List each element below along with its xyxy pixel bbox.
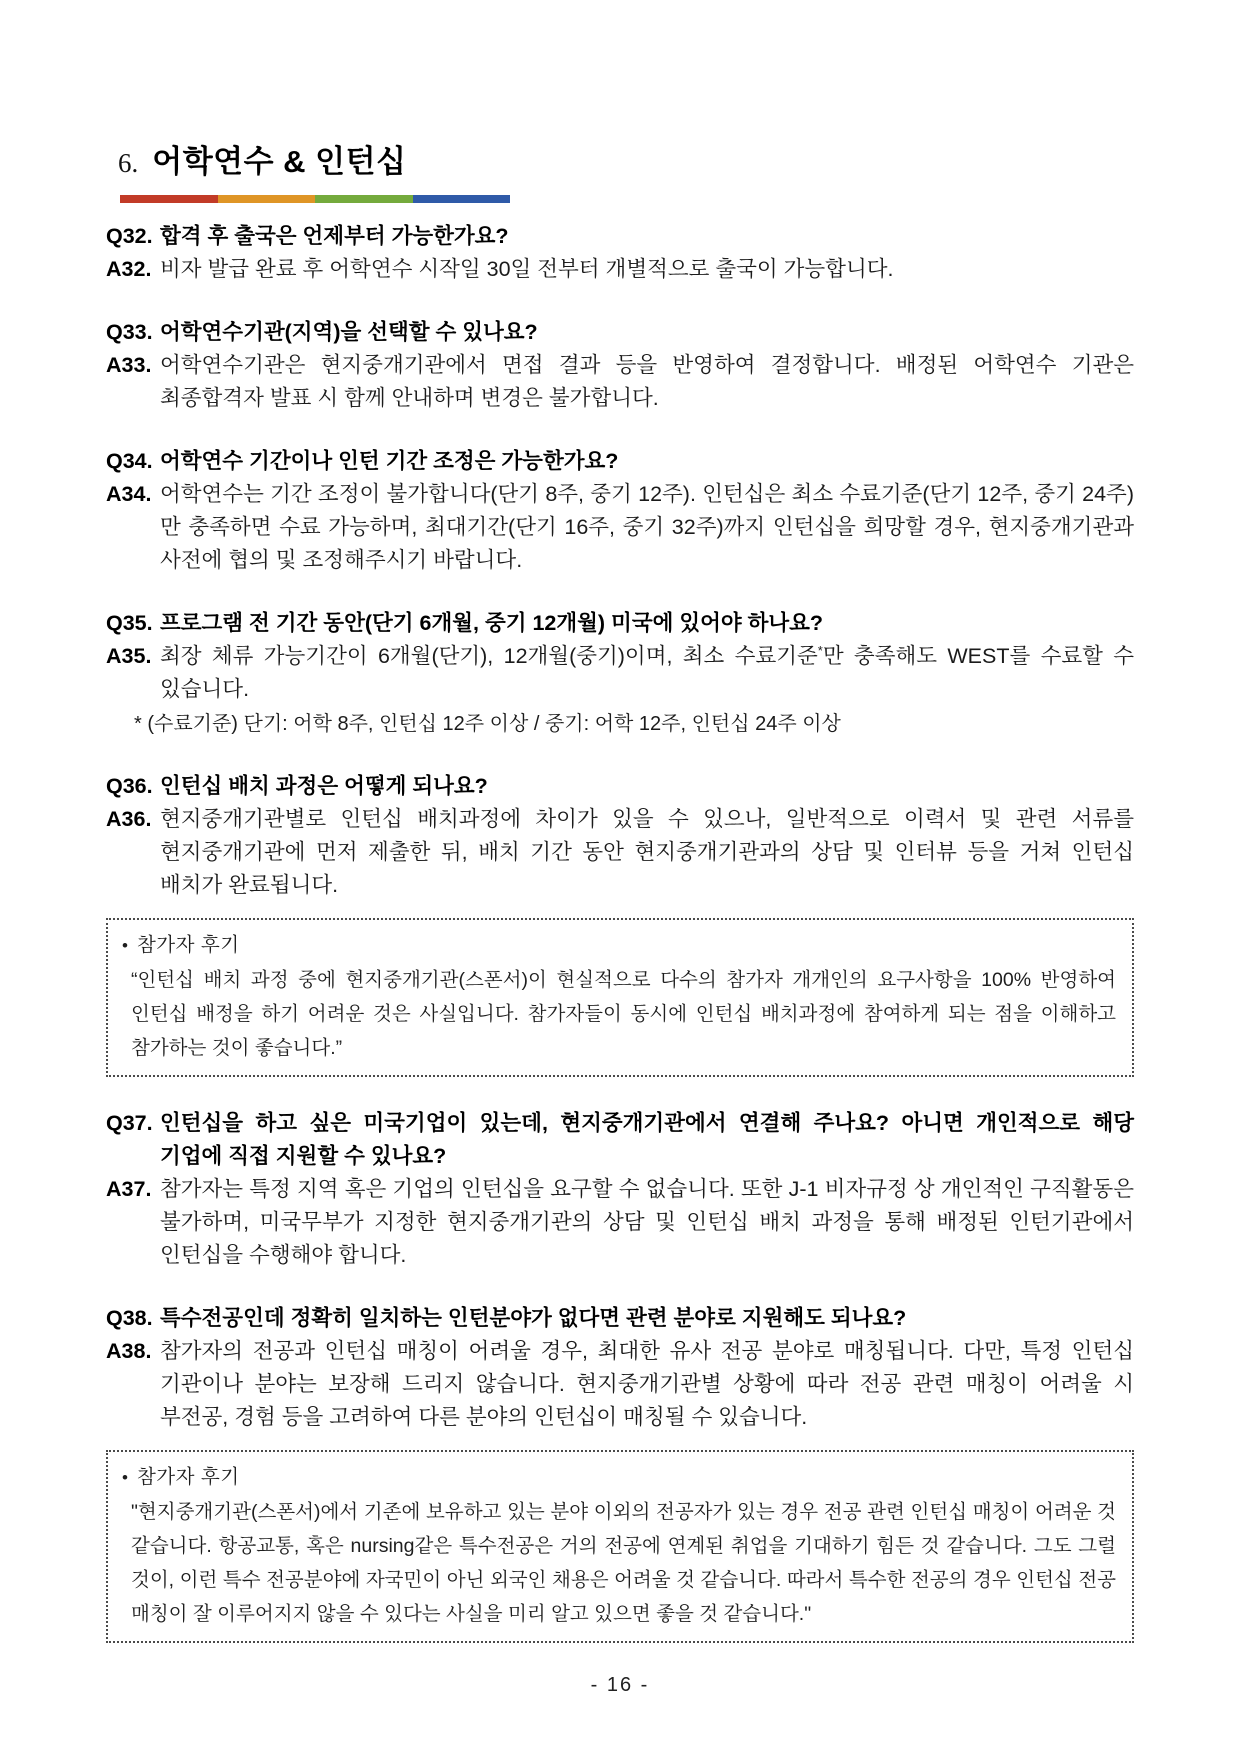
faq-item-q36 — [106, 770, 1134, 1077]
answer-label: A35. — [106, 644, 152, 668]
question-row — [106, 1107, 1134, 1173]
question-label: Q38. — [106, 1306, 153, 1330]
review-quote: "현지중개기관(스폰서)에서 기존에 보유하고 있는 분야 이외의 전공자가 있는 경우 전공 관련 인턴십 매칭이 어려운 것 같습니다. 항공교통, 혹은 nursing같은 특수전공은 거의 전공에 연계된 취업을 기대하기 힘든 것 같습니다. 그도 그럴 것이, 이런 특수 전공분야에 자국민이 아닌 외국인 채용은 어려울 것 같습니다. 따라서 특수한 전공의 경우 인턴십 전공 매칭이 잘 이루어지지 않을 수 있다는 사실을 미리 알고 있으면 좋을 것 같습니다." — [131, 1501, 1116, 1625]
answer-row — [106, 349, 1134, 415]
question-text: 특수전공인데 정확히 일치하는 인턴분야가 없다면 관련 분야로 지원해도 되나요? — [160, 1306, 907, 1330]
answer-text-pre: 최장 체류 가능기간이 6개월(단기), 12개월(중기)이며, 최소 수료기준 — [160, 644, 818, 668]
footnote-completion-criteria: * (수료기준) 단기: 어학 8주, 인턴십 12주 이상 / 중기: 어학 12주, 인턴십 24주 이상 — [134, 713, 841, 735]
answer-text: 참가자의 전공과 인턴십 매칭이 어려울 경우, 최대한 유사 전공 분야로 매칭됩니다. 다만, 특정 인턴십 기관이나 분야는 보장해 드리지 않습니다. 현지중개기관별 상황에 따라 전공 관련 매칭이 어려울 시 부전공, 경험 등을 고려하여 다른 분야의 인턴십이 매칭될 수 있습니다. — [160, 1339, 1134, 1429]
answer-text: 어학연수기관은 현지중개기관에서 면접 결과 등을 반영하여 결정합니다. 배정된 어학연수 기관은 최종합격자 발표 시 함께 안내하며 변경은 불가합니다. — [160, 353, 1134, 410]
question-label: Q34. — [106, 449, 153, 473]
faq-item-q38 — [106, 1302, 1134, 1643]
participant-review-box — [106, 918, 1134, 1077]
answer-label: A37. — [106, 1177, 152, 1201]
answer-text-post: 만 충족해도 WEST를 수료할 수 있습니다. — [160, 644, 1134, 701]
review-title-row — [122, 1460, 1116, 1495]
participant-review-box — [106, 1450, 1134, 1643]
question-row — [106, 607, 1134, 640]
answer-row — [106, 640, 1134, 706]
answer-label: A33. — [106, 353, 152, 377]
faq-item-q33 — [106, 316, 1134, 415]
accent-bar — [120, 195, 510, 203]
answer-row — [106, 1173, 1134, 1272]
question-label: Q33. — [106, 320, 153, 344]
accent-bar-segment-orange — [218, 195, 316, 203]
question-label: Q37. — [106, 1111, 153, 1135]
answer-label: A36. — [106, 807, 152, 831]
answer-text — [160, 640, 1134, 706]
answer-text: 어학연수는 기간 조정이 불가합니다(단기 8주, 중기 12주). 인턴십은 최소 수료기준(단기 12주, 중기 24주)만 충족하면 수료 가능하며, 최대기간(단기 16주, 중기 32주)까지 인턴십을 희망할 경우, 현지중개기관과 사전에 협의 및 조정해주시기 바랍니다. — [160, 482, 1134, 572]
question-text: 인턴십을 하고 싶은 미국기업이 있는데, 현지중개기관에서 연결해 주나요? 아니면 개인적으로 해당 기업에 직접 지원할 수 있나요? — [160, 1111, 1134, 1168]
accent-bar-segment-blue — [413, 195, 511, 203]
review-quote: “인턴십 배치 과정 중에 현지중개기관(스폰서)이 현실적으로 다수의 참가자 개개인의 요구사항을 100% 반영하여 인턴십 배정을 하기 어려운 것은 사실입니다. 참가자들이 동시에 인턴십 배치과정에 참여하게 되는 점을 이해하고 참가하는 것이 좋습니다.” — [131, 969, 1116, 1059]
question-text: 어학연수 기간이나 인턴 기간 조정은 가능한가요? — [160, 449, 619, 473]
bullet-icon: • — [122, 1468, 128, 1487]
review-title-row — [122, 928, 1116, 963]
question-text: 어학연수기관(지역)을 선택할 수 있나요? — [160, 320, 538, 344]
answer-row — [106, 478, 1134, 577]
question-row — [106, 770, 1134, 803]
accent-bar-segment-green — [315, 195, 413, 203]
section-number: 6. — [118, 148, 139, 178]
answer-row — [106, 803, 1134, 902]
question-label: Q32. — [106, 224, 153, 248]
answer-label: A32. — [106, 257, 152, 281]
question-row — [106, 316, 1134, 349]
faq-item-q37 — [106, 1107, 1134, 1272]
question-text: 프로그램 전 기간 동안(단기 6개월, 중기 12개월) 미국에 있어야 하나요? — [160, 611, 824, 635]
question-text: 인턴십 배치 과정은 어떻게 되나요? — [160, 774, 488, 798]
answer-row — [106, 253, 1134, 286]
answer-label: A38. — [106, 1339, 152, 1363]
answer-label: A34. — [106, 482, 152, 506]
review-title: 참가자 후기 — [136, 934, 240, 956]
question-row — [106, 1302, 1134, 1335]
section-title: 어학연수 & 인턴십 — [152, 144, 407, 179]
footnote-asterisk: * — [817, 642, 823, 658]
answer-text: 비자 발급 완료 후 어학연수 시작일 30일 전부터 개별적으로 출국이 가능합니다. — [160, 257, 894, 281]
answer-row — [106, 1335, 1134, 1434]
question-row — [106, 445, 1134, 478]
bullet-icon: • — [122, 936, 128, 955]
faq-item-q35 — [106, 607, 1134, 740]
faq-item-q32 — [106, 220, 1134, 286]
question-label: Q35. — [106, 611, 153, 635]
question-row — [106, 220, 1134, 253]
question-text: 합격 후 출국은 언제부터 가능한가요? — [160, 224, 509, 248]
section-heading — [118, 136, 1134, 181]
accent-bar-segment-red — [120, 195, 218, 203]
review-title: 참가자 후기 — [136, 1466, 240, 1488]
faq-item-q34 — [106, 445, 1134, 577]
answer-text: 현지중개기관별로 인턴십 배치과정에 차이가 있을 수 있으나, 일반적으로 이력서 및 관련 서류를 현지중개기관에 먼저 제출한 뒤, 배치 기간 동안 현지중개기관과의 상담 및 인터뷰 등을 거쳐 인턴십 배치가 완료됩니다. — [160, 807, 1134, 897]
question-label: Q36. — [106, 774, 153, 798]
page-number: - 16 - — [590, 1674, 650, 1696]
answer-text: 참가자는 특정 지역 혹은 기업의 인턴십을 요구할 수 없습니다. 또한 J-1 비자규정 상 개인적인 구직활동은 불가하며, 미국무부가 지정한 현지중개기관의 상담 및 인턴십 배치 과정을 통해 배정된 인턴기관에서 인턴십을 수행해야 합니다. — [160, 1177, 1134, 1267]
